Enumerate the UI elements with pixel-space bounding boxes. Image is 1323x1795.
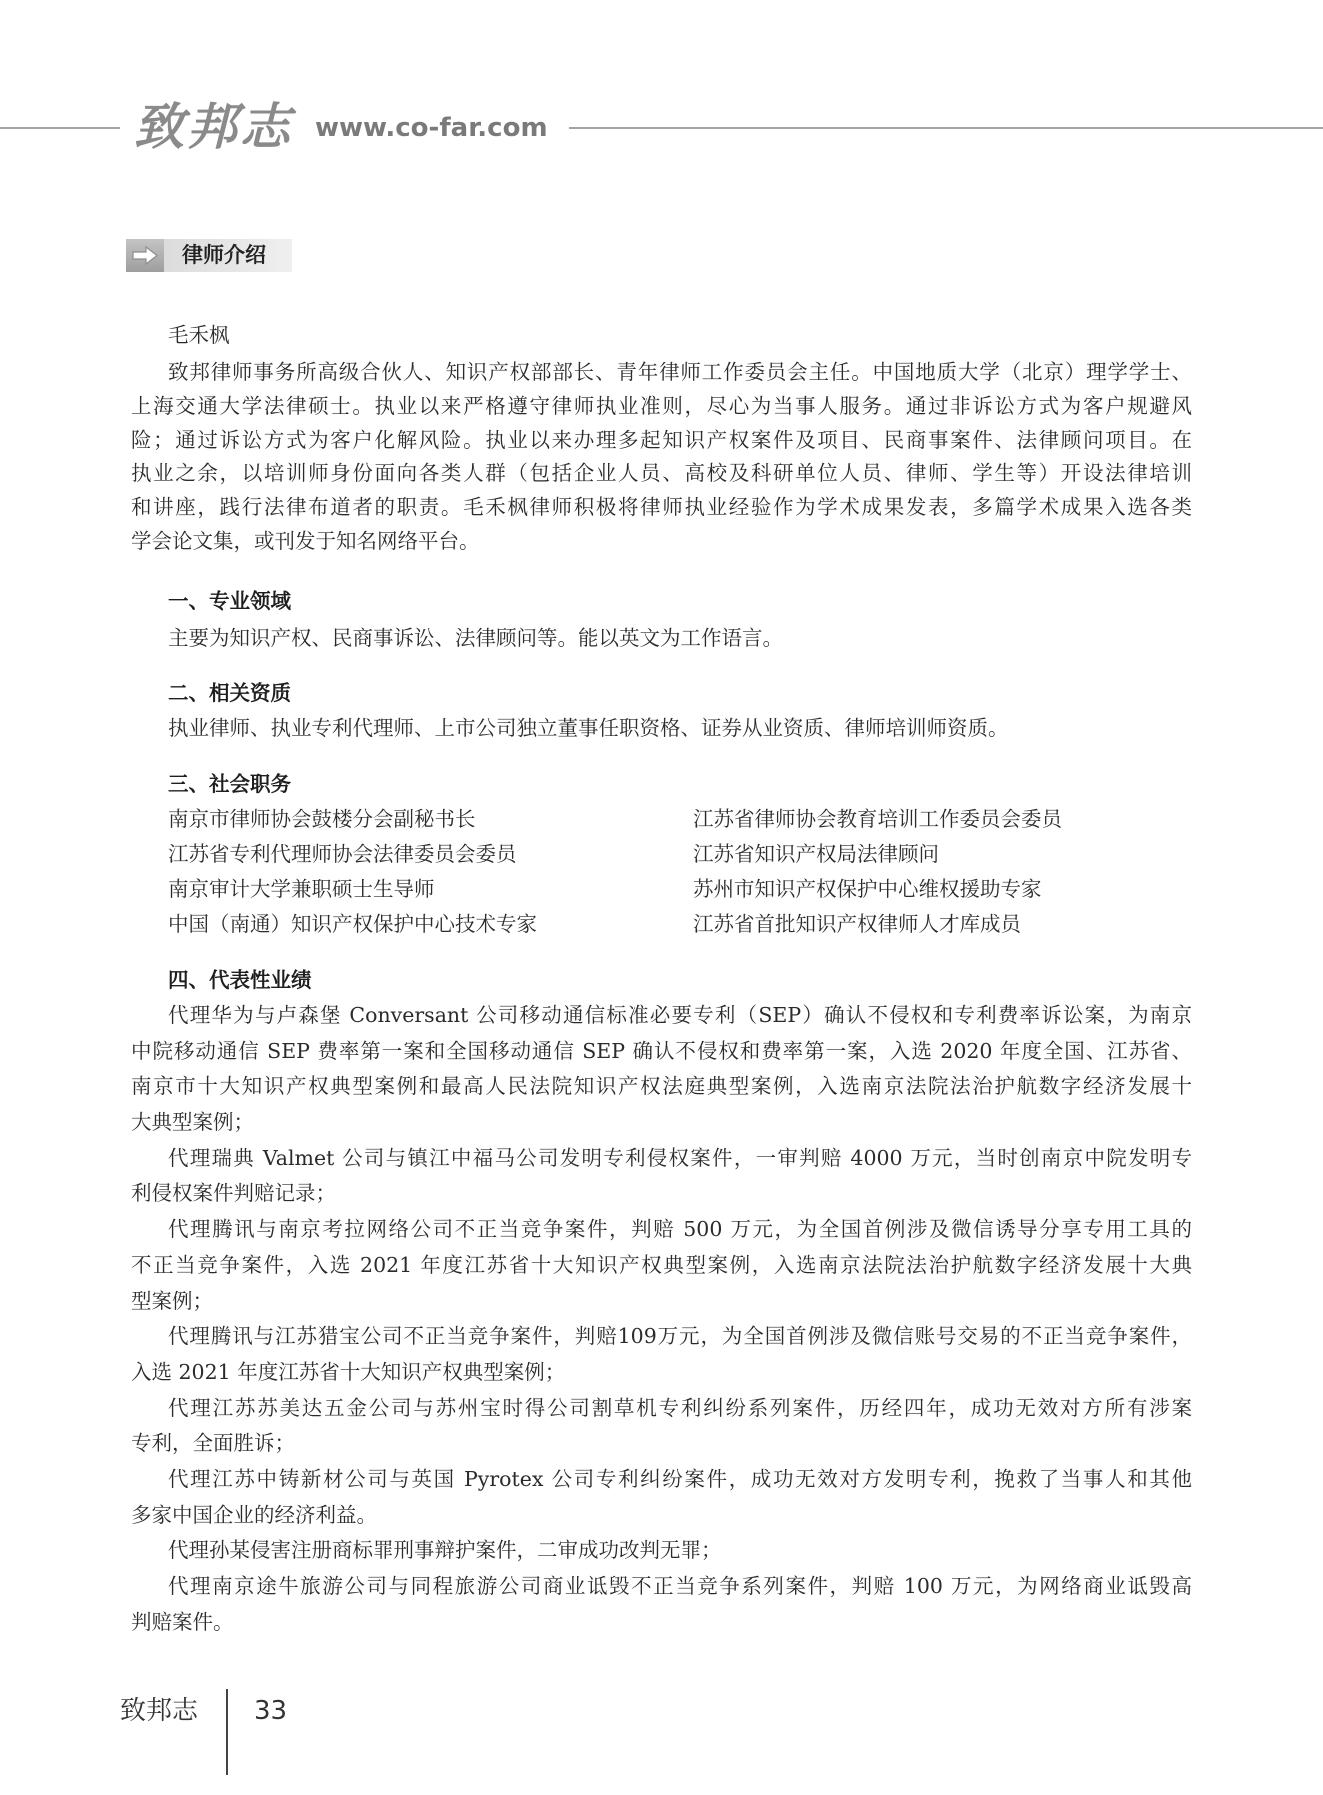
case-line: 利侵权案件判赔记录； — [131, 1181, 336, 1206]
social-positions-heading — [131, 767, 1192, 802]
case-line: 判赔案件。 — [131, 1609, 234, 1634]
case-item — [131, 1569, 1192, 1640]
case-line: 代理孙某侵害注册商标罪刑事辩护案件，二审成功改判无罪； — [168, 1538, 722, 1563]
case-item — [131, 1533, 1192, 1569]
bio-line: 学会论文集，或刊发于知名网络平台。 — [131, 528, 480, 553]
position-item: 南京审计大学兼职硕士生导师 — [168, 876, 435, 901]
case-line: 中院移动通信 SEP 费率第一案和全国移动通信 SEP 确认不侵权和费率第一案，入选 2020 年度全国、江苏省、 — [131, 1038, 1192, 1063]
header-rule-left — [0, 127, 120, 129]
case-item — [131, 1462, 1192, 1533]
position-item: 南京市律师协会鼓楼分会副秘书长 — [168, 806, 476, 831]
heading-text: 二、相关资质 — [168, 681, 291, 705]
biography — [131, 356, 1192, 559]
heading-text: 一、专业领域 — [168, 589, 291, 613]
name-text: 毛禾枫 — [168, 323, 230, 347]
achievements-list — [131, 998, 1192, 1640]
qualifications-heading — [131, 676, 1192, 711]
specialty-text — [131, 621, 1192, 656]
case-line: 代理江苏苏美达五金公司与苏州宝时得公司割草机专利纠纷系列案件，历经四年，成功无效对方所有涉案 — [168, 1395, 1192, 1420]
arrow-right-icon — [126, 239, 164, 272]
position-row — [131, 872, 1192, 907]
case-item — [131, 1212, 1192, 1319]
heading-text: 三、社会职务 — [168, 772, 291, 796]
bio-line: 执业之余，以培训师身份面向各类人群（包括企业人员、高校及科研单位人员、律师、学生等）开设法律培训 — [131, 461, 1192, 486]
section-tag — [126, 239, 292, 272]
case-line: 入选 2021 年度江苏省十大知识产权典型案例； — [131, 1359, 566, 1384]
bio-line: 致邦律师事务所高级合伙人、知识产权部部长、青年律师工作委员会主任。中国地质大学（北京）理学学士、 — [168, 360, 1192, 384]
qualifications-text — [131, 711, 1192, 746]
case-line: 专利，全面胜诉； — [131, 1431, 295, 1456]
page-number: 33 — [254, 1696, 288, 1726]
position-row — [131, 837, 1192, 872]
case-line: 型案例； — [131, 1288, 213, 1313]
case-line: 代理瑞典 Valmet 公司与镇江中福马公司发明专利侵权案件，一审判赔 4000 万元，当时创南京中院发明专 — [168, 1145, 1192, 1170]
section-tag-label: 律师介绍 — [182, 243, 266, 267]
case-line: 南京市十大知识产权典型案例和最高人民法院知识产权法庭典型案例，入选南京法院法治护航数字经济发展十 — [131, 1074, 1192, 1099]
footer-divider — [226, 1689, 228, 1775]
footer-magazine-name: 致邦志 — [120, 1696, 199, 1726]
case-line: 代理腾讯与江苏猎宝公司不正当竞争案件，判赔109万元，为全国首例涉及微信账号交易的不正当竞争案件， — [168, 1324, 1192, 1349]
position-item: 江苏省专利代理师协会法律委员会委员 — [168, 841, 517, 866]
case-line: 不正当竞争案件，入选 2021 年度江苏省十大知识产权典型案例，入选南京法院法治护航数字经济发展十大典 — [131, 1252, 1192, 1277]
position-row — [131, 802, 1192, 837]
case-line: 代理江苏中铸新材公司与英国 Pyrotex 公司专利纠纷案件，成功无效对方发明专利，挽救了当事人和其他 — [168, 1466, 1192, 1491]
header-rule-right — [569, 127, 1323, 129]
position-item: 苏州市知识产权保护中心维权援助专家 — [693, 876, 1042, 901]
position-item: 江苏省知识产权局法律顾问 — [693, 841, 939, 866]
position-item: 江苏省律师协会教育培训工作委员会委员 — [693, 806, 1062, 831]
case-line: 代理腾讯与南京考拉网络公司不正当竞争案件，判赔 500 万元，为全国首例涉及微信诱导分享专用工具的 — [168, 1217, 1192, 1242]
bio-line: 和讲座，践行法律布道者的职责。毛禾枫律师积极将律师执业经验作为学术成果发表，多篇学术成果入选各类 — [131, 495, 1192, 520]
position-item: 江苏省首批知识产权律师人才库成员 — [693, 911, 1021, 936]
case-line: 代理华为与卢森堡 Conversant 公司移动通信标准必要专利（SEP）确认不侵权和专利费率诉讼案，为南京 — [168, 1003, 1192, 1027]
bio-line: 上海交通大学法律硕士。执业以来严格遵守律师执业准则，尽心为当事人服务。通过非诉讼方式为客户规避风 — [131, 393, 1192, 418]
case-line: 多家中国企业的经济利益。 — [131, 1502, 377, 1527]
position-row — [131, 907, 1192, 942]
website-url: www.co-far.com — [315, 113, 548, 143]
position-item: 中国（南通）知识产权保护中心技术专家 — [168, 911, 537, 936]
case-item — [131, 1391, 1192, 1462]
specialty-heading — [131, 584, 1192, 619]
case-item — [131, 998, 1192, 1141]
achievements-heading — [131, 963, 1192, 998]
social-positions-list — [131, 802, 1192, 942]
case-line: 大典型案例； — [131, 1110, 254, 1135]
case-line: 代理南京途牛旅游公司与同程旅游公司商业诋毁不正当竞争系列案件，判赔 100 万元，为网络商业诋毁高 — [168, 1574, 1192, 1598]
case-item — [131, 1141, 1192, 1212]
qualifications-line: 执业律师、执业专利代理师、上市公司独立董事任职资格、证券从业资质、律师培训师资质。 — [168, 716, 1009, 740]
magazine-logo: 致邦志 — [134, 97, 293, 156]
specialty-line: 主要为知识产权、民商事诉讼、法律顾问等。能以英文为工作语言。 — [168, 626, 783, 650]
heading-text: 四、代表性业绩 — [168, 968, 312, 992]
case-item — [131, 1319, 1192, 1390]
bio-line: 险；通过诉讼方式为客户化解风险。执业以来办理多起知识产权案件及项目、民商事案件、法律顾问项目。在 — [131, 427, 1192, 452]
lawyer-name — [131, 318, 1192, 352]
